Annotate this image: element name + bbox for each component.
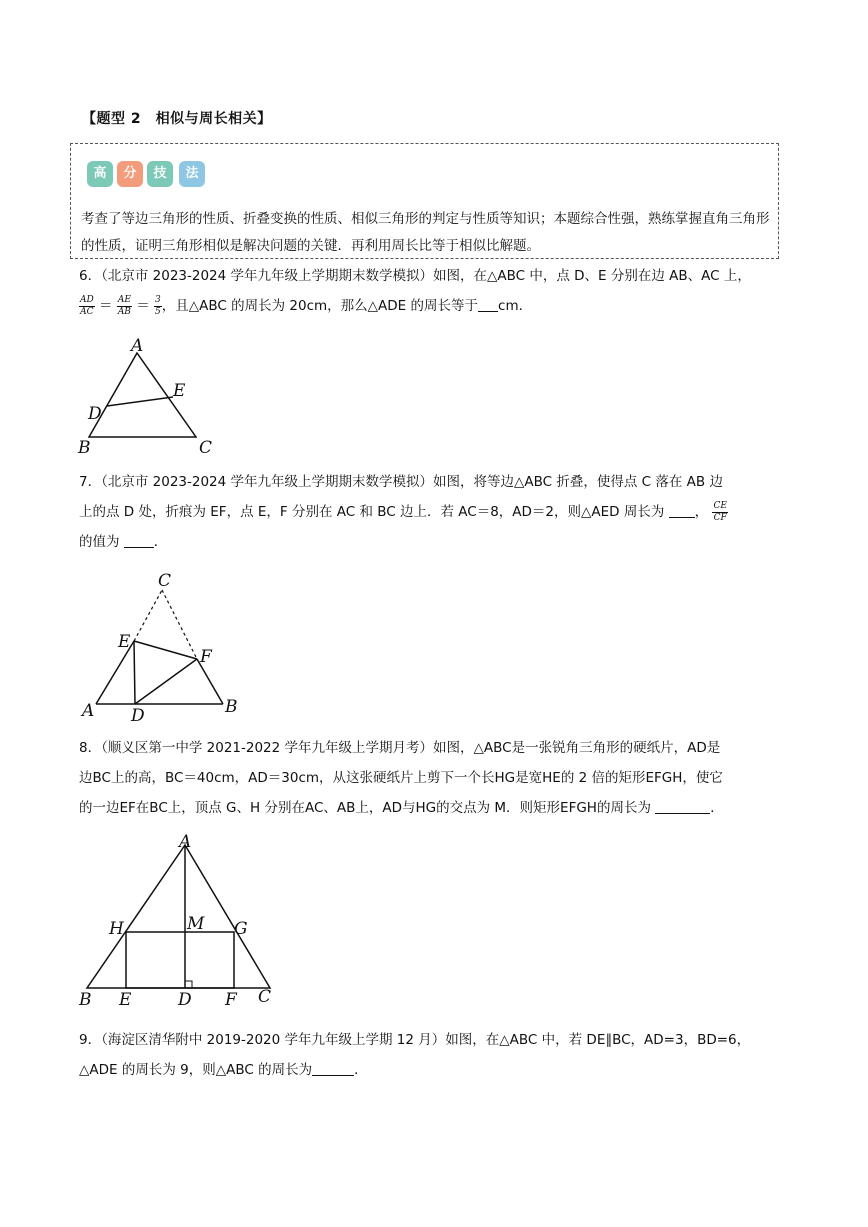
- q7-line1: 如图，将等边△ABC 折叠，使得点 C 落在 AB 边: [433, 474, 723, 490]
- q8-line2: 边BC上的高，BC＝40cm，AD＝30cm，从这张硬纸片上剪下一个长HG是宽HE的 2 倍的矩形EFGH，使它: [79, 770, 723, 786]
- q7-label-e: E: [118, 632, 131, 652]
- q6-source: （北京市 2023-2024 学年九年级上学期期末数学模拟）: [101, 268, 434, 284]
- q7-label-d: D: [131, 706, 145, 725]
- tip-badge-2: 分: [117, 161, 143, 187]
- question-6: 6．（北京市 2023-2024 学年九年级上学期期末数学模拟）如图，在△ABC 中，点 D、E 分别在边 AB、AC 上， $\frac{AD}{AC}$ ＝ $\frac{AE}{AB}$ ＝ $\frac{3}{5}$ ，且△ABC 的周长为 20cm，那么△ADE 的周长等于 cm．: [79, 268, 751, 317]
- q7-folding-figure: [78, 570, 248, 725]
- q8-rectangle-figure: [75, 830, 285, 1010]
- q6-label-a: A: [131, 336, 144, 356]
- q6-label-b: B: [78, 438, 91, 458]
- q6-label-c: C: [199, 438, 213, 458]
- tip-badge-3: 技: [147, 161, 173, 187]
- q8-label-b: B: [79, 990, 92, 1010]
- q8-label-a: A: [179, 832, 192, 852]
- q6-text3: cm．: [498, 298, 533, 314]
- q6-text1: 如图，在△ABC 中，点 D、E 分别在边 AB、AC 上，: [433, 268, 751, 284]
- q7-label-a: A: [82, 701, 95, 721]
- tip-text: 考查了等边三角形的性质、折叠变换的性质、相似三角形的判定与性质等知识；本题综合性强，熟练掌握直角三角形的性质，证明三角形相似是解决问题的关键．再利用周长比等于相似比解题。: [81, 211, 770, 254]
- q9-line2: △ADE 的周长为 9，则△ABC 的周长为: [79, 1062, 313, 1078]
- section-heading: 【题型 2 相似与周长相关】: [82, 111, 272, 127]
- q6-number: 6．: [79, 268, 102, 284]
- q7-answer-blank-2: [124, 533, 154, 548]
- q8-label-h: H: [109, 919, 124, 939]
- q9-line1: 如图，在△ABC 中，若 DE∥BC，AD=3，BD=6，: [445, 1032, 751, 1048]
- q8-label-m: M: [187, 914, 205, 934]
- q8-line1: 如图，△ABC是一张锐角三角形的硬纸片，AD是: [433, 740, 721, 756]
- q6-answer-blank: [478, 297, 498, 312]
- tip-box: [70, 143, 779, 259]
- q9-line2-end: ．: [354, 1062, 368, 1078]
- q7-label-c: C: [158, 571, 172, 591]
- q7-source: （北京市 2023-2024 学年九年级上学期期末数学模拟）: [101, 474, 434, 490]
- q6-text2: ，且△ABC 的周长为 20cm，那么△ADE 的周长等于: [161, 298, 479, 314]
- q7-answer-blank-1: [669, 503, 695, 518]
- q9-number: 9．: [79, 1032, 102, 1048]
- q6-fraction-3-5: $\frac{3}{5}$: [155, 294, 161, 317]
- q8-line3: 的一边EF在BC上，顶点 G、H 分别在AC、AB上，AD与HG的交点为 M．则矩形EFGH的周长为: [79, 800, 651, 816]
- q6-fraction-ad-ac: $\frac{AD}{AC}$: [80, 294, 94, 317]
- q7-label-f: F: [200, 647, 212, 667]
- q7-number: 7．: [79, 474, 102, 490]
- tip-badge-1: 高: [87, 161, 113, 187]
- q8-label-d: D: [178, 990, 192, 1010]
- q8-source: （顺义区第一中学 2021-2022 学年九年级上学期月考）: [101, 740, 434, 756]
- q6-triangle-figure: [75, 333, 225, 458]
- q8-label-e: E: [119, 990, 132, 1010]
- tip-badge-4: 法: [179, 161, 205, 187]
- q8-label-f: F: [225, 990, 237, 1010]
- q8-number: 8．: [79, 740, 102, 756]
- q7-label-b: B: [225, 697, 238, 717]
- q7-line3b: ．: [153, 534, 168, 550]
- q6-label-d: D: [88, 404, 102, 424]
- q6-fraction-ae-ab: $\frac{AE}{AB}$: [117, 294, 131, 317]
- q7-line3a: 的值为: [79, 534, 120, 550]
- question-9: [79, 1025, 791, 1085]
- q7-line2: 上的点 D 处，折痕为 EF，点 E，F 分别在 AC 和 BC 边上．若 AC＝8，AD＝2，则△AED 周长为: [79, 504, 665, 520]
- q8-line3-end: ．: [710, 800, 724, 816]
- q7-fraction-ce-cf: $\frac{CE}{CF}$: [713, 500, 727, 523]
- question-8: [79, 733, 791, 823]
- q9-source: （海淀区清华附中 2019-2020 学年九年级上学期 12 月）: [101, 1032, 446, 1048]
- q8-answer-blank: [655, 799, 710, 814]
- question-7: 7．（北京市 2023-2024 学年九年级上学期期末数学模拟）如图，将等边△ABC 折叠，使得点 C 落在 AB 边 上的点 D 处，折痕为 EF，点 E，F 分别在 AC 和 BC 边上．若 AC＝8，AD＝2，则△AED 周长为 ， $\frac{CE}{CF}$ 的值为 ．: [79, 474, 727, 550]
- q8-label-c: C: [258, 987, 272, 1007]
- q8-label-g: G: [234, 919, 248, 939]
- q6-label-e: E: [173, 381, 186, 401]
- q9-answer-blank: [312, 1061, 354, 1076]
